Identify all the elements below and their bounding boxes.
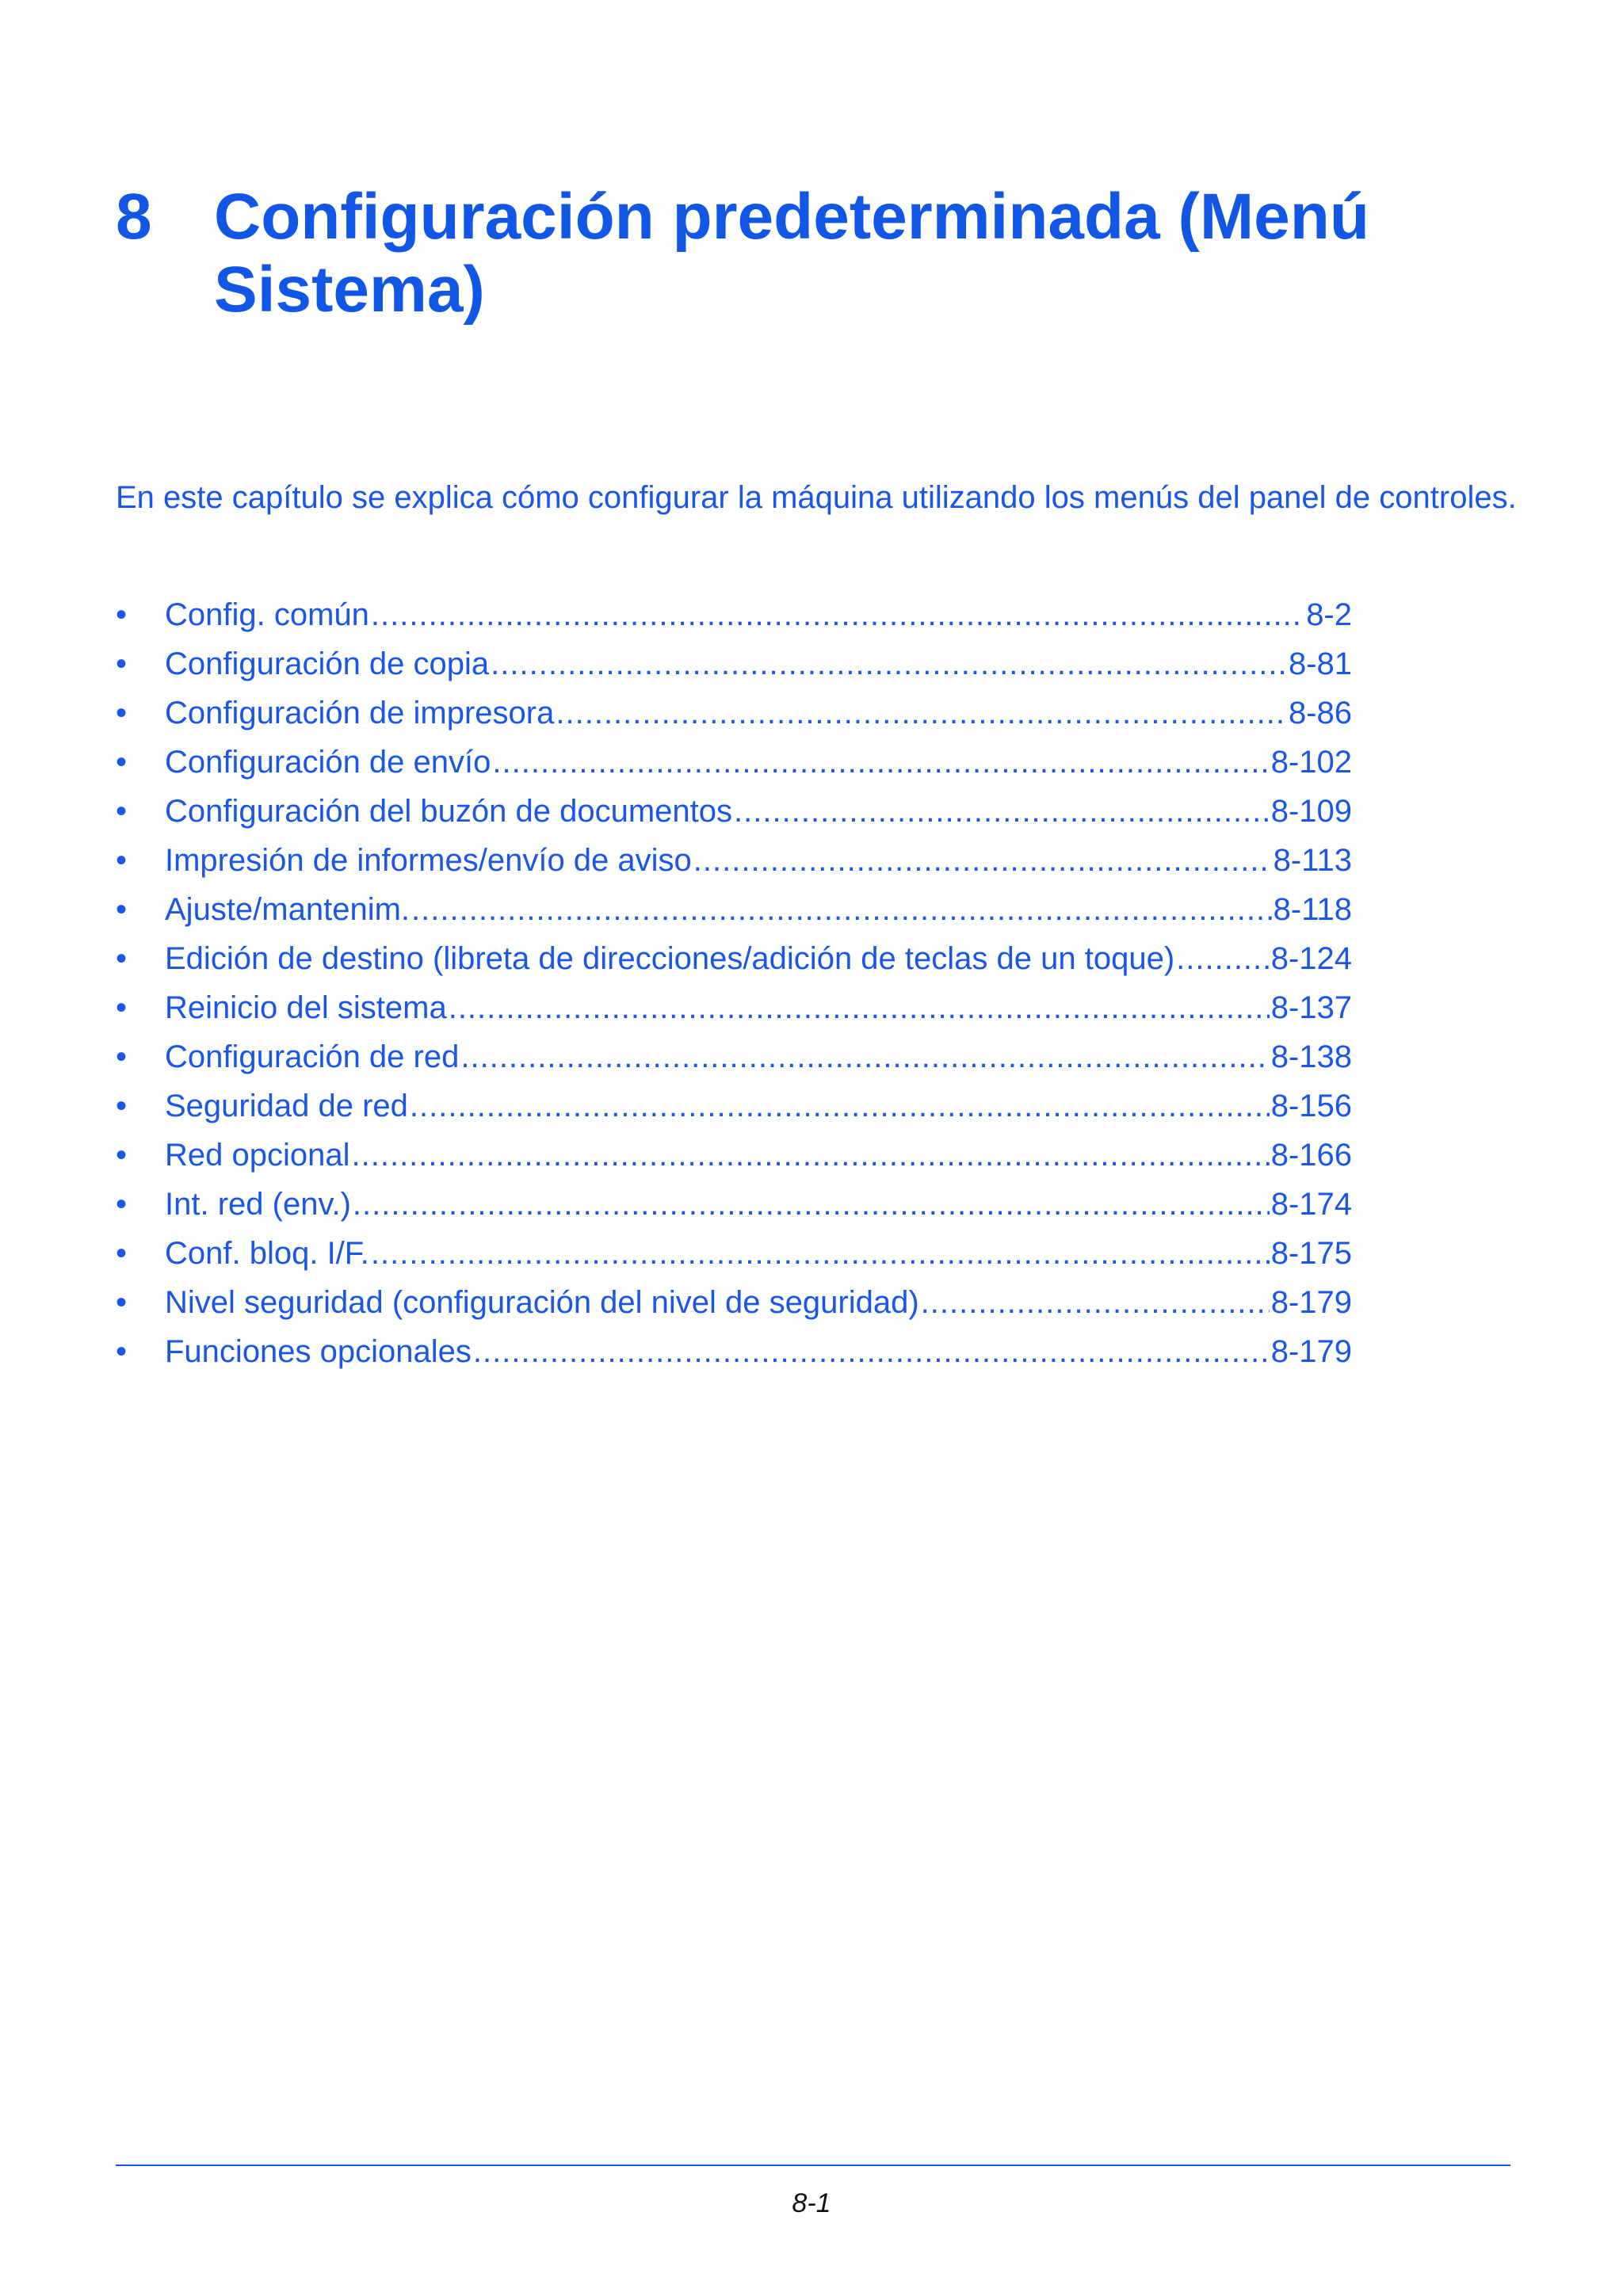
bullet: • <box>116 696 128 730</box>
bullet: • <box>116 1236 128 1271</box>
bullet: • <box>116 1334 128 1369</box>
toc-item <box>116 738 1352 787</box>
toc-page-number: 8-138 <box>1270 1039 1352 1074</box>
toc-page-number: 8-175 <box>1270 1236 1352 1271</box>
toc-link-conf-bloq-if[interactable] <box>165 1229 1352 1278</box>
toc-item <box>116 1032 1352 1081</box>
toc-item <box>116 590 1352 639</box>
toc-label: Configuración de impresora <box>165 696 555 730</box>
toc-item <box>116 836 1352 885</box>
toc-label: Config. común <box>165 597 369 632</box>
dot-leader <box>353 1180 1270 1229</box>
dot-leader <box>693 836 1272 885</box>
bullet: • <box>116 1138 128 1173</box>
toc-item <box>116 1278 1352 1327</box>
toc-label: Nivel seguridad (configuración del nivel de seguridad) <box>165 1285 919 1320</box>
toc-label: Reinicio del sistema <box>165 990 447 1025</box>
toc-label: Conf. bloq. I/F. <box>165 1236 369 1271</box>
toc-page-number: 8-109 <box>1270 794 1352 829</box>
dot-leader <box>460 1032 1269 1081</box>
toc-page-number: 8-179 <box>1270 1285 1352 1320</box>
footer-page-number: 8-1 <box>792 2188 831 2218</box>
chapter-number: 8 <box>116 181 152 253</box>
dot-leader <box>371 590 1304 639</box>
dot-leader <box>371 1229 1270 1278</box>
dot-leader <box>410 1081 1270 1131</box>
toc-page-number: 8-2 <box>1306 597 1352 632</box>
toc-page-number: 8-86 <box>1288 696 1352 730</box>
toc-item <box>116 1229 1352 1278</box>
dot-leader <box>1176 934 1270 983</box>
dot-leader <box>473 1327 1270 1376</box>
bullet: • <box>116 990 128 1025</box>
dot-leader <box>734 787 1270 836</box>
table-of-contents <box>116 590 1352 1376</box>
toc-item <box>116 1131 1352 1180</box>
toc-item <box>116 885 1352 934</box>
bullet: • <box>116 941 128 976</box>
toc-link-funciones-opcionales[interactable] <box>165 1327 1352 1376</box>
toc-item <box>116 934 1352 983</box>
toc-label: Configuración del buzón de documentos <box>165 794 733 829</box>
toc-item <box>116 1081 1352 1131</box>
toc-page-number: 8-118 <box>1273 892 1352 927</box>
bullet: • <box>116 745 128 780</box>
toc-item <box>116 1180 1352 1229</box>
dot-leader <box>449 983 1270 1032</box>
toc-link-red-opcional[interactable] <box>165 1131 1352 1180</box>
bullet: • <box>116 1089 128 1123</box>
toc-label: Impresión de informes/envío de aviso <box>165 843 692 878</box>
toc-label: Red opcional <box>165 1138 350 1173</box>
toc-page-number: 8-137 <box>1270 990 1352 1025</box>
toc-link-configuracion-impresora[interactable] <box>165 688 1352 738</box>
toc-page-number: 8-113 <box>1273 843 1352 878</box>
footer-divider <box>116 2164 1510 2166</box>
toc-page-number: 8-124 <box>1270 941 1352 976</box>
toc-label: Funciones opcionales <box>165 1334 472 1369</box>
toc-link-seguridad-red[interactable] <box>165 1081 1352 1131</box>
dot-leader <box>556 688 1287 738</box>
toc-link-configuracion-red[interactable] <box>165 1032 1352 1081</box>
intro-paragraph: En este capítulo se explica cómo configurar la máquina utilizando los menús del panel de controles. <box>116 480 1517 515</box>
chapter-title: Configuración predeterminada (Menú Sistema) <box>214 181 1369 326</box>
dot-leader <box>492 738 1269 787</box>
toc-page-number: 8-156 <box>1270 1089 1352 1123</box>
toc-label: Int. red (env.) <box>165 1187 351 1222</box>
toc-page-number: 8-102 <box>1270 745 1352 780</box>
toc-item <box>116 787 1352 836</box>
bullet: • <box>116 1187 128 1222</box>
toc-label: Configuración de copia <box>165 646 490 681</box>
toc-link-edicion-destino[interactable] <box>165 934 1352 983</box>
toc-label: Configuración de envío <box>165 745 491 780</box>
toc-item <box>116 983 1352 1032</box>
toc-page-number: 8-81 <box>1288 646 1352 681</box>
toc-item <box>116 688 1352 738</box>
bullet: • <box>116 646 128 681</box>
bullet: • <box>116 1285 128 1320</box>
bullet: • <box>116 794 128 829</box>
bullet: • <box>116 892 128 927</box>
toc-label: Edición de destino (libreta de direcciones/adición de teclas de un toque) <box>165 941 1175 976</box>
toc-page-number: 8-174 <box>1270 1187 1352 1222</box>
toc-item <box>116 1327 1352 1376</box>
bullet: • <box>116 597 128 632</box>
toc-link-configuracion-copia[interactable] <box>165 639 1352 688</box>
toc-label: Ajuste/mantenim. <box>165 892 411 927</box>
toc-link-int-red-env[interactable] <box>165 1180 1352 1229</box>
toc-label: Configuración de red <box>165 1039 460 1074</box>
toc-label: Seguridad de red <box>165 1089 408 1123</box>
dot-leader <box>411 885 1272 934</box>
toc-link-configuracion-envio[interactable] <box>165 738 1352 787</box>
toc-page-number: 8-166 <box>1270 1138 1352 1173</box>
toc-link-configuracion-buzon[interactable] <box>165 787 1352 836</box>
bullet: • <box>116 843 128 878</box>
toc-link-impresion-informes[interactable] <box>165 836 1352 885</box>
toc-link-reinicio-sistema[interactable] <box>165 983 1352 1032</box>
bullet: • <box>116 1039 128 1074</box>
toc-item <box>116 639 1352 688</box>
toc-link-config-comun[interactable] <box>165 590 1352 639</box>
toc-page-number: 8-179 <box>1270 1334 1352 1369</box>
dot-leader <box>921 1278 1270 1327</box>
toc-link-ajuste-mantenim[interactable] <box>165 885 1352 934</box>
toc-link-nivel-seguridad[interactable] <box>165 1278 1352 1327</box>
dot-leader <box>352 1131 1270 1180</box>
dot-leader <box>491 639 1287 688</box>
